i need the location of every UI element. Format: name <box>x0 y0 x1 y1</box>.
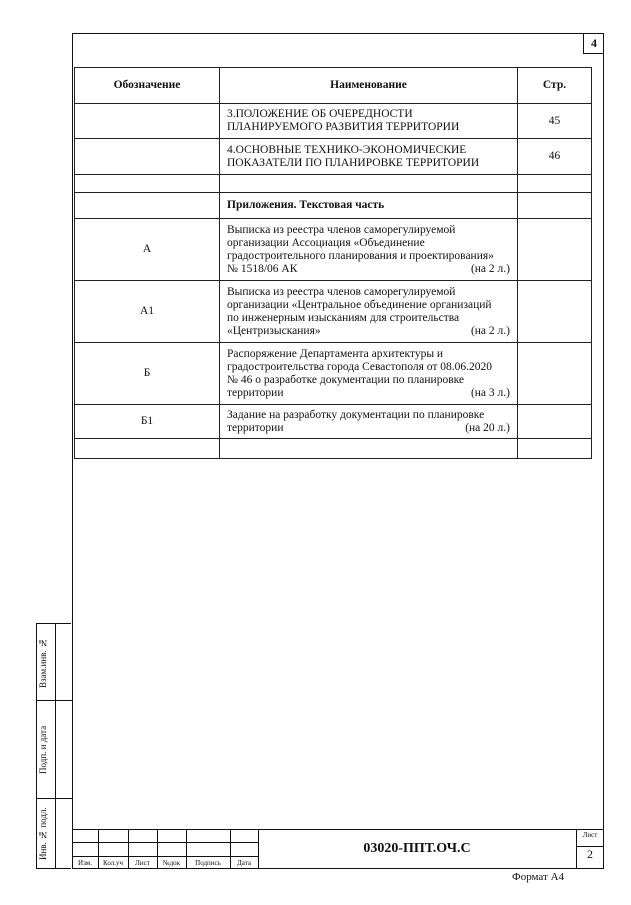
format-label: Формат А4 <box>512 871 565 883</box>
row-name-text: «Центризыскания» <box>227 324 321 337</box>
row-name-line: организации Ассоциация «Объединение <box>227 236 425 249</box>
row-designation <box>75 193 220 219</box>
sheet-label: Лист <box>582 831 598 839</box>
row-designation: Б1 <box>75 405 220 439</box>
row-page <box>518 175 592 193</box>
row-name-line: по инженерным изысканиям для строительства <box>227 311 460 324</box>
table-row <box>75 343 592 405</box>
table-row <box>75 439 592 459</box>
contents-table <box>74 67 592 459</box>
label-podpis: Подпись <box>195 859 221 867</box>
row-page <box>518 343 592 405</box>
table-row <box>75 193 592 219</box>
label-kol-uch: Кол.уч <box>103 859 123 867</box>
side-strip-divider <box>55 623 56 869</box>
row-sheets: (на 3 л.) <box>470 386 510 399</box>
row-name <box>220 139 518 175</box>
title-block-row-line <box>72 842 258 843</box>
row-name-text: территории <box>227 421 284 434</box>
row-name-line: градостроительства города Севастополя от 08.06.2020 <box>227 360 492 373</box>
row-designation <box>75 139 220 175</box>
row-name-line: градостроительного планирования и проектирования» <box>227 249 494 262</box>
row-name-line <box>227 263 510 276</box>
row-name-line: Выписка из реестра членов саморегулируемой <box>227 285 456 298</box>
row-sheets: (на 2 л.) <box>470 324 510 337</box>
vzam-inv-label: Взам.инв. № <box>38 638 48 688</box>
document-code: 03020-ППТ.ОЧ.С <box>363 841 471 856</box>
row-designation <box>75 175 220 193</box>
label-data: Дата <box>237 859 251 867</box>
inv-podl-label: Инв. № подл. <box>38 807 48 861</box>
header-page: Стр. <box>518 68 592 104</box>
row-page: 45 <box>518 104 592 139</box>
table-row <box>75 175 592 193</box>
row-page <box>518 405 592 439</box>
row-designation: Б <box>75 343 220 405</box>
row-page <box>518 219 592 281</box>
row-name <box>220 405 518 439</box>
header-name: Наименование <box>220 68 518 104</box>
row-name-line: ПОКАЗАТЕЛИ ПО ПЛАНИРОВКЕ ТЕРРИТОРИИ <box>227 156 480 169</box>
table-header <box>75 68 592 104</box>
row-name-line: Распоряжение Департамента архитектуры и <box>227 347 444 360</box>
table-row <box>75 104 592 139</box>
row-name <box>220 104 518 139</box>
table-row <box>75 281 592 343</box>
row-designation <box>75 104 220 139</box>
side-strip-line <box>36 798 72 799</box>
table-row <box>75 405 592 439</box>
row-designation: А <box>75 219 220 281</box>
row-name-line <box>227 422 510 435</box>
row-name-line: 4.ОСНОВНЫЕ ТЕХНИКО-ЭКОНОМИЧЕСКИЕ <box>227 143 467 156</box>
row-page <box>518 439 592 459</box>
row-name-line: Выписка из реестра членов саморегулируемой <box>227 223 456 236</box>
podp-data-label: Подп. и дата <box>38 725 48 775</box>
row-name-line: ПЛАНИРУЕМОГО РАЗВИТИЯ ТЕРРИТОРИИ <box>227 121 460 133</box>
row-name <box>220 439 518 459</box>
row-name-line: организации «Центральное объединение организаций <box>227 298 492 311</box>
table-row <box>75 139 592 175</box>
row-name-line: № 46 о разработке документации по планировке <box>227 373 465 386</box>
page-number-box: 4 <box>583 33 604 54</box>
row-name-line: Задание на разработку документации по планировке <box>227 408 485 421</box>
row-name-line: 3.ПОЛОЖЕНИЕ ОБ ОЧЕРЕДНОСТИ <box>227 108 413 120</box>
label-izm: Изм. <box>78 859 92 867</box>
row-name <box>220 343 518 405</box>
header-designation: Обозначение <box>75 68 220 104</box>
row-designation <box>75 439 220 459</box>
row-designation: А1 <box>75 281 220 343</box>
row-name-text: территории <box>227 386 284 399</box>
row-page <box>518 193 592 219</box>
row-name-line <box>227 325 510 338</box>
row-name-line <box>227 387 510 400</box>
row-name <box>220 175 518 193</box>
title-block-row-line <box>72 856 258 857</box>
appendix-heading: Приложения. Текстовая часть <box>220 193 518 219</box>
sheet-number: 2 <box>587 847 593 861</box>
row-name <box>220 281 518 343</box>
row-name <box>220 219 518 281</box>
label-list: Лист <box>135 859 150 867</box>
table-row <box>75 219 592 281</box>
row-sheets: (на 20 л.) <box>465 421 510 434</box>
row-page <box>518 281 592 343</box>
row-sheets: (на 2 л.) <box>470 262 510 275</box>
row-name-text: № 1518/06 АК <box>227 262 298 275</box>
label-ndok: №док <box>162 859 181 867</box>
row-page: 46 <box>518 139 592 175</box>
side-strip-line <box>36 700 72 701</box>
